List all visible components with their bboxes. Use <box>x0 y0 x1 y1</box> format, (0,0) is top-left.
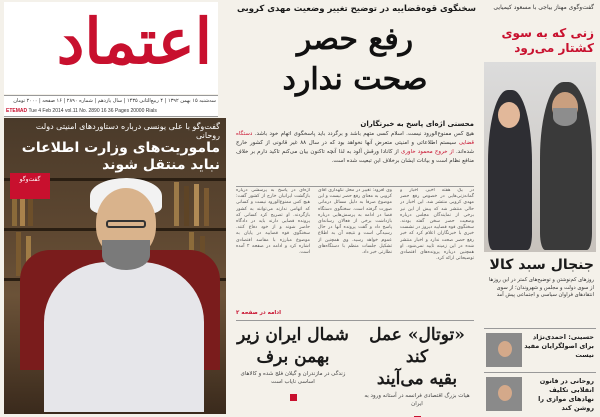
basket-story-title[interactable]: جنجال سبد کالا <box>489 257 594 273</box>
basket-story-text: روزهای کم‌نوشتن و توضیح‌های کمتر در این روزها از سوی دولت و مجلس و شهروندان؛ از سوی انتقادهای فراوان سیاسی و اجتماعی پیش آمد <box>488 277 594 298</box>
lead-summary-highlight-1: دستگاه قضایی <box>236 131 474 146</box>
issue-info-persian: سه‌شنبه ۱۵ بهمن ۱۳۹۲ | ۴ ربیع‌الثانی ۱۴۳۵ | سال یازدهم | شماره ۲۸۹۰ | ۱۶ صفحه | ۲۰۰۰ تومان <box>13 98 216 104</box>
thumb-photo-2 <box>486 377 522 411</box>
story-total[interactable] <box>358 324 476 417</box>
photo-caption <box>4 118 226 178</box>
total-story-kicker: «توتال» عمل کند <box>369 325 465 367</box>
north-story-sub: زندگی در مازندران و گیلان فلج شده و کالاهای اساسی نایاب است <box>240 371 346 385</box>
left-story-headline[interactable]: ماموریت‌های وزارت اطلاعات نباید منتقل شوند <box>21 140 220 173</box>
story-north-snow[interactable] <box>234 324 352 405</box>
issue-info-english-details: Tue 4 Feb 2014 vol.11 No. 2890 16 36 Pages 20000 Rials <box>28 108 157 114</box>
north-story-title: شمال ایران زیر بهمن برف <box>237 325 349 367</box>
lead-summary-3: از کانادا ورقش آلود به لذا آنچه تاکنون بیان می‌کنم تاکید دارم بر خلاف منافع نظام است و بیانات ایشان برخلاف این تبعیت شده است. <box>236 149 474 164</box>
lead-headline[interactable] <box>232 20 478 100</box>
left-story-kicker: گفت‌وگو با علی یونسی درباره دستاوردهای امنیتی دولت روحانی <box>35 122 220 140</box>
total-story-sub: هیات بزرگ اقتصادی فرانسه در آستانه ورود به ایران <box>364 393 470 407</box>
right-story-kicker: گفت‌وگوی مهناز بیاجی با مسعود کیمیایی <box>493 4 594 11</box>
lead-summary-1: هیچ کس ممنوع‌الورود نیست. اسلام کسی متهم باشد و برگردد باید پاسخگوی اتهام خود باشد. <box>254 131 474 137</box>
thumb-story-2-title: روحانی در قانون انقلابی تکلیف نهادهای موازی را روشن کند <box>538 377 594 412</box>
lead-body-column-2: وی افزود: تغییر در محل نگهداری آقای کروبی به معنای رفع حصر نیست و این موضوع صرفا به دلیل مسائل درمانی صورت گرفته است. سخنگوی دستگاه قضا در ادامه به پرسش‌هایی درباره بازداشت برخی از فعالان رسانه‌ای پاسخ داد و گفت پرونده آنها در حال رسیدگی است و نتیجه آن به اطلاع عموم خواهد رسید. وی همچنین از تشکیل جلسات منظم با دستگاه‌های نظارتی خبر داد. <box>318 188 392 256</box>
issue-info-english <box>6 108 216 114</box>
thumb-story-1[interactable] <box>484 328 596 370</box>
total-story-title: بقیه می‌آیند <box>376 369 458 389</box>
lead-summary <box>236 130 474 186</box>
lead-summary-highlight-2: از خروج محمود خاوری <box>400 149 454 155</box>
lead-kicker: سخنگوی قوه‌قضاییه در توضیح تغییر وضعیت مهدی کروبی <box>236 4 476 14</box>
lead-headline-line2: صحت ندارد <box>282 62 428 97</box>
thumb-story-2[interactable] <box>484 372 596 414</box>
interview-badge: گفت‌وگو <box>10 173 50 199</box>
lead-body <box>236 188 474 318</box>
issue-info-name: ETEMAD <box>6 108 28 114</box>
newspaper-logo: اعتماد <box>56 5 212 78</box>
lead-subhead: محسنی اژه‌ای پاسخ به خبرنگاران <box>360 120 474 128</box>
continued-note[interactable]: ادامه در صفحه ۲ <box>236 310 281 316</box>
lead-summary-2: سیستم اطلاعاتی و امنیتی متعرض آنها نخواهد بود که در سال ۸۸ غیر قانونی از کشور خارج شده‌اند. <box>236 140 474 155</box>
thumb-story-1-title: حسینی: احمدی‌نژاد برای اصولگرایان مفید نیست <box>524 333 594 359</box>
lead-body-column-3: اژه‌ای در پاسخ به پرسشی درباره بازگشت ایرانیان خارج از کشور گفت: هیچ کس ممنوع‌الورود نیست و کسانی که اتهامی ندارند می‌توانند به کشور بازگردند. او تصریح کرد کسانی که پرونده قضایی دارند باید در دادگاه حاضر شوند و از خود دفاع کنند. سخنگوی قوه قضاییه در پایان به موضوع مبارزه با مفاسد اقتصادی اشاره کرد و ادامه در صفحه ۲ آمده است. <box>236 188 310 256</box>
thumb-photo-1 <box>486 333 522 367</box>
right-story-title[interactable]: زنی که به سوی کشتار می‌رود <box>501 26 594 55</box>
right-column <box>482 2 598 417</box>
couple-photo <box>484 62 596 252</box>
issue-info-bar <box>4 95 218 117</box>
red-marker-icon <box>290 394 297 401</box>
lead-headline-line1: رفع حصر <box>296 22 414 57</box>
lead-body-column-1: در یک هفته اخیر، اخبار و گمانه‌زنی‌هایی در خصوص رفع حصر مهدی کروبی منتشر شد. این اخبار در حالی منتشر شد که پیش از این نیز برخی از نمایندگان مجلس درباره وضعیت حصر سخن گفته بودند. سخنگوی قوه قضاییه دیروز در نشست خبری با خبرنگاران اعلام کرد که خبر رفع حصر صحت ندارد و اخبار منتشر شده در این زمینه تایید نمی‌شود. او همچنین درباره پرونده‌های اقتصادی توضیحاتی ارائه کرد. <box>400 188 474 262</box>
lead-story-column <box>232 2 478 417</box>
masthead <box>4 2 218 94</box>
